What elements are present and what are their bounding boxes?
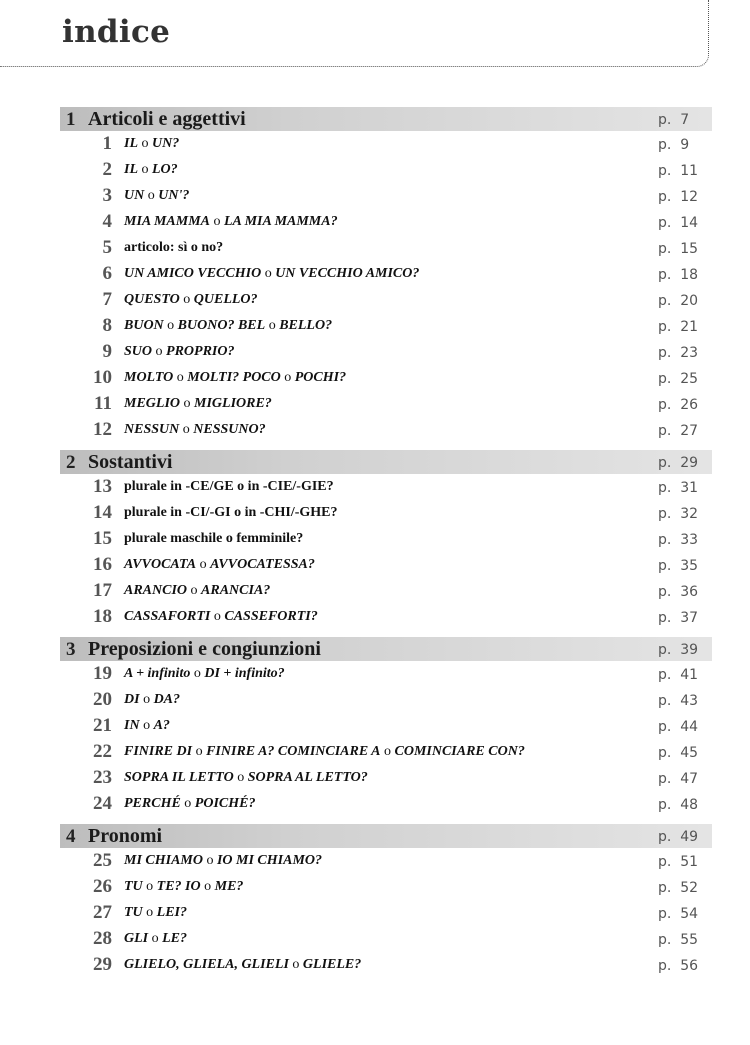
entry-number: 1 — [102, 133, 112, 154]
toc-entry[interactable] — [60, 926, 712, 952]
entry-title: BUON o BUONO? BEL o BELLO? — [124, 318, 333, 333]
entry-title: FINIRE DI o FINIRE A? COMINCIARE A o COMINCIARE CON? — [124, 744, 525, 759]
toc-entry[interactable] — [60, 183, 712, 209]
entry-number: 5 — [102, 237, 112, 258]
toc-section — [60, 824, 712, 978]
entry-page: p. 9 — [658, 137, 690, 153]
entry-page: p. 25 — [658, 371, 699, 387]
entry-number: 3 — [102, 185, 112, 206]
toc-entry[interactable] — [60, 474, 712, 500]
entry-page: p. 43 — [658, 693, 699, 709]
entry-title: PERCHÉ o POICHÉ? — [124, 796, 256, 811]
toc-entry[interactable] — [60, 552, 712, 578]
section-heading[interactable] — [60, 107, 712, 131]
entry-page: p. 48 — [658, 797, 699, 813]
toc-section — [60, 637, 712, 817]
entry-title: MIA MAMMA o LA MIA MAMMA? — [124, 214, 338, 229]
entry-number: 24 — [93, 793, 112, 814]
entry-page: p. 27 — [658, 423, 699, 439]
toc-entry[interactable] — [60, 765, 712, 791]
toc-entry[interactable] — [60, 661, 712, 687]
section-heading[interactable] — [60, 450, 712, 474]
entry-number: 7 — [102, 289, 112, 310]
entry-page: p. 44 — [658, 719, 699, 735]
entry-number: 21 — [93, 715, 112, 736]
entry-title: IN o A? — [124, 718, 170, 733]
toc-entry[interactable] — [60, 261, 712, 287]
section-heading[interactable] — [60, 824, 712, 848]
entry-title: SUO o PROPRIO? — [124, 344, 235, 359]
page-title: indice — [62, 14, 171, 50]
entry-title: AVVOCATA o AVVOCATESSA? — [124, 557, 315, 572]
section-page: p. 7 — [658, 112, 690, 128]
toc-entry[interactable] — [60, 900, 712, 926]
table-of-contents — [60, 107, 712, 985]
section-number: 1 — [66, 109, 76, 130]
toc-section — [60, 107, 712, 443]
toc-entry[interactable] — [60, 339, 712, 365]
toc-entry[interactable] — [60, 287, 712, 313]
entry-page: p. 14 — [658, 215, 699, 231]
toc-entry[interactable] — [60, 417, 712, 443]
entry-title: plurale in -CI/-GI o in -CHI/-GHE? — [124, 505, 338, 520]
entry-number: 11 — [94, 393, 112, 414]
section-title: Pronomi — [88, 825, 163, 847]
entry-title: IL o UN? — [124, 136, 180, 151]
entry-number: 8 — [102, 315, 112, 336]
toc-entry[interactable] — [60, 365, 712, 391]
entry-number: 17 — [93, 580, 112, 601]
toc-entry[interactable] — [60, 235, 712, 261]
entry-number: 10 — [93, 367, 112, 388]
entry-number: 13 — [93, 476, 112, 497]
entry-number: 28 — [93, 928, 112, 949]
entry-page: p. 12 — [658, 189, 699, 205]
toc-entry[interactable] — [60, 131, 712, 157]
entry-number: 20 — [93, 689, 112, 710]
toc-entry[interactable] — [60, 209, 712, 235]
entry-number: 23 — [93, 767, 112, 788]
toc-entry[interactable] — [60, 500, 712, 526]
entry-number: 4 — [102, 211, 112, 232]
toc-entry[interactable] — [60, 874, 712, 900]
entry-number: 25 — [93, 850, 112, 871]
entry-number: 27 — [93, 902, 112, 923]
entry-number: 18 — [93, 606, 112, 627]
entry-title: UN AMICO VECCHIO o UN VECCHIO AMICO? — [124, 266, 420, 281]
entry-page: p. 52 — [658, 880, 699, 896]
page-header — [0, 0, 709, 67]
toc-entry[interactable] — [60, 313, 712, 339]
entry-page: p. 47 — [658, 771, 699, 787]
entry-page: p. 33 — [658, 532, 699, 548]
entry-number: 14 — [93, 502, 112, 523]
entry-title: CASSAFORTI o CASSEFORTI? — [124, 609, 318, 624]
section-title: Preposizioni e congiunzioni — [88, 638, 321, 660]
entry-title: UN o UN'? — [124, 188, 190, 203]
section-page: p. 49 — [658, 829, 699, 845]
entry-page: p. 23 — [658, 345, 699, 361]
entry-page: p. 36 — [658, 584, 699, 600]
entry-number: 26 — [93, 876, 112, 897]
entry-title: MI CHIAMO o IO MI CHIAMO? — [124, 853, 322, 868]
toc-entry[interactable] — [60, 952, 712, 978]
section-number: 3 — [66, 639, 76, 660]
toc-entry[interactable] — [60, 739, 712, 765]
section-title: Sostantivi — [88, 451, 173, 473]
entry-title: TU o TE? IO o ME? — [124, 879, 244, 894]
entry-title: ARANCIO o ARANCIA? — [124, 583, 271, 598]
entry-page: p. 35 — [658, 558, 699, 574]
section-number: 4 — [66, 826, 76, 847]
toc-entry[interactable] — [60, 526, 712, 552]
section-heading[interactable] — [60, 637, 712, 661]
toc-entry[interactable] — [60, 848, 712, 874]
toc-entry[interactable] — [60, 604, 712, 630]
toc-entry[interactable] — [60, 687, 712, 713]
entry-title: GLIELO, GLIELA, GLIELI o GLIELE? — [124, 957, 362, 972]
entry-number: 15 — [93, 528, 112, 549]
entry-page: p. 11 — [658, 163, 699, 179]
entry-number: 12 — [93, 419, 112, 440]
entry-title: NESSUN o NESSUNO? — [124, 422, 266, 437]
toc-entry[interactable] — [60, 791, 712, 817]
section-number: 2 — [66, 452, 76, 473]
entry-title: MEGLIO o MIGLIORE? — [124, 396, 272, 411]
entry-number: 6 — [102, 263, 112, 284]
entry-page: p. 37 — [658, 610, 699, 626]
section-page: p. 29 — [658, 455, 699, 471]
entry-page: p. 26 — [658, 397, 699, 413]
entry-page: p. 51 — [658, 854, 699, 870]
entry-title: MOLTO o MOLTI? POCO o POCHI? — [124, 370, 347, 385]
entry-page: p. 32 — [658, 506, 699, 522]
entry-page: p. 45 — [658, 745, 699, 761]
entry-page: p. 31 — [658, 480, 699, 496]
toc-entry[interactable] — [60, 713, 712, 739]
entry-number: 29 — [93, 954, 112, 975]
toc-section — [60, 450, 712, 630]
entry-number: 9 — [102, 341, 112, 362]
entry-title: articolo: sì o no? — [124, 240, 224, 255]
entry-title: IL o LO? — [124, 162, 178, 177]
toc-entry[interactable] — [60, 578, 712, 604]
entry-title: DI o DA? — [124, 692, 181, 707]
entry-page: p. 15 — [658, 241, 699, 257]
entry-number: 16 — [93, 554, 112, 575]
entry-page: p. 18 — [658, 267, 699, 283]
entry-number: 22 — [93, 741, 112, 762]
entry-title: plurale maschile o femminile? — [124, 531, 304, 546]
entry-title: SOPRA IL LETTO o SOPRA AL LETTO? — [124, 770, 368, 785]
entry-page: p. 54 — [658, 906, 699, 922]
entry-page: p. 55 — [658, 932, 699, 948]
entry-page: p. 56 — [658, 958, 699, 974]
section-page: p. 39 — [658, 642, 699, 658]
toc-entry[interactable] — [60, 391, 712, 417]
entry-number: 19 — [93, 663, 112, 684]
entry-title: plurale in -CE/GE o in -CIE/-GIE? — [124, 479, 334, 494]
entry-title: GLI o LE? — [124, 931, 188, 946]
entry-title: TU o LEI? — [124, 905, 188, 920]
entry-page: p. 41 — [658, 667, 699, 683]
entry-page: p. 20 — [658, 293, 699, 309]
section-title: Articoli e aggettivi — [88, 108, 246, 130]
entry-number: 2 — [102, 159, 112, 180]
entry-page: p. 21 — [658, 319, 699, 335]
entry-title: A + infinito o DI + infinito? — [124, 666, 285, 681]
entry-title: QUESTO o QUELLO? — [124, 292, 258, 307]
toc-entry[interactable] — [60, 157, 712, 183]
